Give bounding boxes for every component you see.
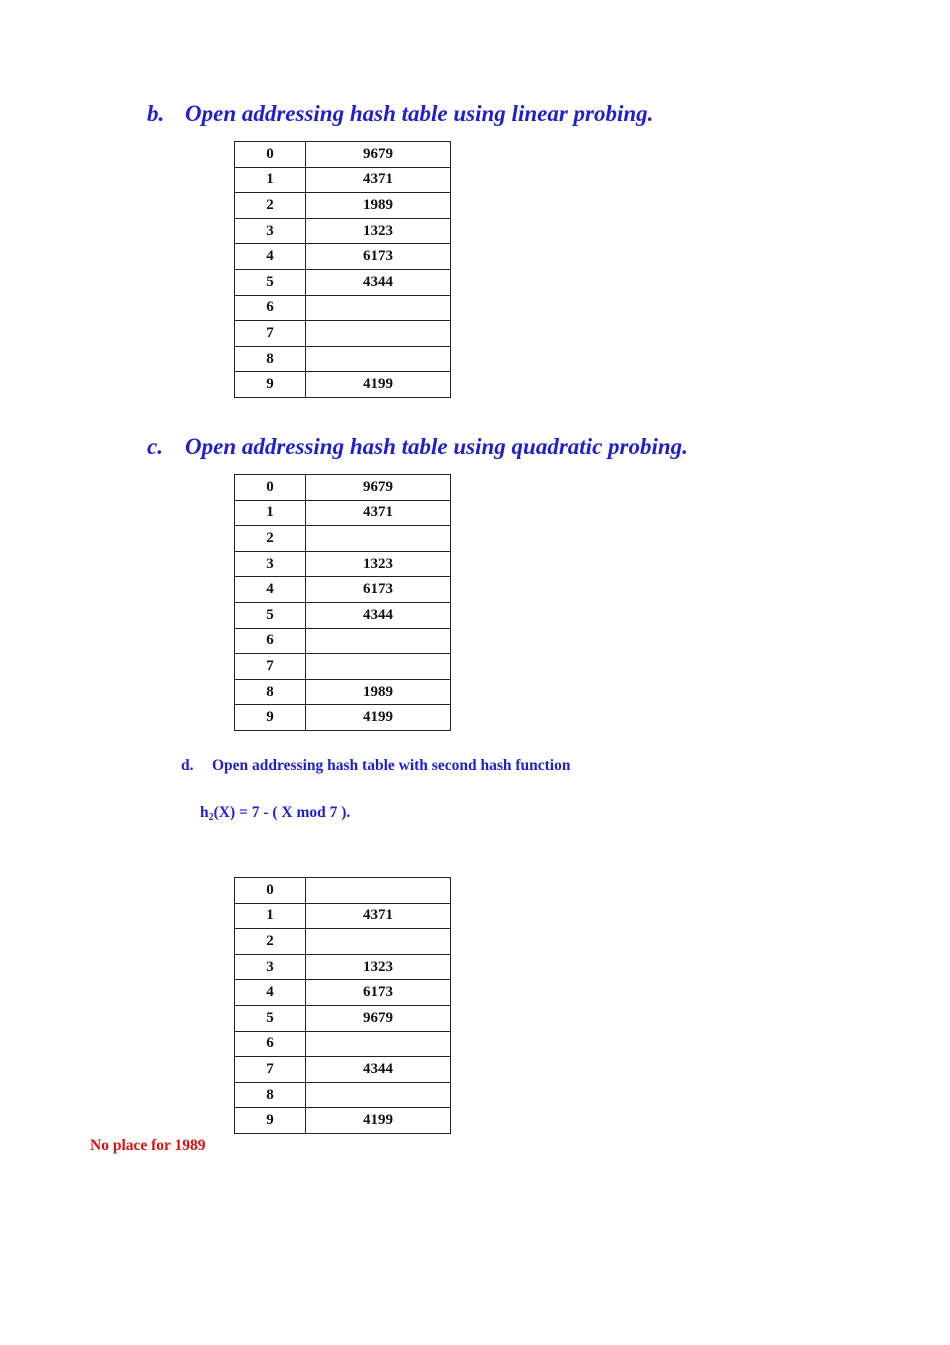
double-hashing-table [234,877,451,1134]
section-b-title: Open addressing hash table using linear probing. [185,101,654,126]
slot-index-cell: 1 [235,903,306,929]
table-row [235,1005,451,1031]
slot-index-cell: 8 [235,1082,306,1108]
table-row [235,526,451,552]
table-row [235,193,451,219]
slot-index-cell: 3 [235,218,306,244]
section-b-heading [147,101,653,127]
slot-index-cell: 4 [235,244,306,270]
table-row [235,878,451,904]
slot-index-cell: 5 [235,1005,306,1031]
table-row [235,1082,451,1108]
slot-index-cell: 8 [235,346,306,372]
section-c-title: Open addressing hash table using quadratic probing. [185,434,688,459]
slot-index-cell: 3 [235,954,306,980]
table-row [235,929,451,955]
slot-value-cell: 4344 [306,1057,451,1083]
table-row [235,602,451,628]
slot-index-cell: 9 [235,1108,306,1134]
slot-value-cell: 1989 [306,679,451,705]
slot-value-cell [306,628,451,654]
second-hash-formula [200,804,350,822]
table-row [235,654,451,680]
slot-index-cell: 3 [235,551,306,577]
slot-value-cell: 4344 [306,269,451,295]
slot-index-cell: 9 [235,705,306,731]
slot-value-cell: 1989 [306,193,451,219]
table-row [235,1031,451,1057]
slot-index-cell: 9 [235,372,306,398]
table-row [235,475,451,501]
slot-value-cell [306,878,451,904]
linear-probing-table [234,141,451,398]
slot-value-cell [306,526,451,552]
slot-index-cell: 5 [235,269,306,295]
slot-value-cell: 1323 [306,218,451,244]
section-d-marker: d. [181,757,194,774]
slot-value-cell [306,929,451,955]
table-row [235,244,451,270]
table-row [235,269,451,295]
slot-value-cell: 4344 [306,602,451,628]
slot-index-cell: 0 [235,475,306,501]
slot-value-cell: 9679 [306,1005,451,1031]
slot-index-cell: 0 [235,878,306,904]
table-row [235,372,451,398]
table-row [235,577,451,603]
slot-value-cell [306,321,451,347]
section-d-title: Open addressing hash table with second hash function [212,757,571,774]
table-row [235,218,451,244]
slot-index-cell: 1 [235,500,306,526]
slot-value-cell: 9679 [306,475,451,501]
slot-value-cell: 4371 [306,500,451,526]
table-row [235,1108,451,1134]
table-row [235,980,451,1006]
table-row [235,628,451,654]
section-b-marker: b. [147,101,165,126]
slot-index-cell: 7 [235,321,306,347]
section-c-marker: c. [147,434,163,459]
slot-value-cell [306,1082,451,1108]
table-row [235,500,451,526]
slot-value-cell [306,295,451,321]
slot-index-cell: 0 [235,142,306,168]
slot-value-cell: 4199 [306,372,451,398]
slot-index-cell: 2 [235,193,306,219]
slot-value-cell: 4371 [306,167,451,193]
table-row [235,346,451,372]
slot-value-cell [306,654,451,680]
formula-rest: (X) = 7 - ( X mod 7 ). [213,804,351,821]
slot-index-cell: 7 [235,654,306,680]
slot-index-cell: 1 [235,167,306,193]
table-row [235,551,451,577]
slot-index-cell: 6 [235,295,306,321]
slot-value-cell [306,1031,451,1057]
slot-value-cell: 4199 [306,705,451,731]
quadratic-probing-table [234,474,451,731]
slot-value-cell: 1323 [306,551,451,577]
slot-index-cell: 6 [235,628,306,654]
slot-value-cell: 9679 [306,142,451,168]
table-row [235,321,451,347]
slot-index-cell: 8 [235,679,306,705]
table-body [235,475,451,731]
table-row [235,1057,451,1083]
slot-value-cell: 6173 [306,244,451,270]
slot-index-cell: 2 [235,929,306,955]
table-row [235,679,451,705]
table-row [235,705,451,731]
slot-value-cell [306,346,451,372]
table-row [235,903,451,929]
section-d-heading [181,757,570,775]
table-row [235,167,451,193]
table-body [235,878,451,1134]
slot-value-cell: 4371 [306,903,451,929]
slot-index-cell: 5 [235,602,306,628]
table-row [235,142,451,168]
slot-index-cell: 4 [235,980,306,1006]
slot-index-cell: 2 [235,526,306,552]
slot-index-cell: 4 [235,577,306,603]
section-c-heading [147,434,688,460]
no-place-note: No place for 1989 [90,1137,206,1154]
slot-value-cell: 1323 [306,954,451,980]
slot-value-cell: 4199 [306,1108,451,1134]
slot-value-cell: 6173 [306,577,451,603]
table-row [235,295,451,321]
slot-value-cell: 6173 [306,980,451,1006]
slot-index-cell: 6 [235,1031,306,1057]
table-body [235,142,451,398]
formula-prefix: h [200,804,209,821]
formula-subscript: 2 [208,812,214,823]
slot-index-cell: 7 [235,1057,306,1083]
table-row [235,954,451,980]
